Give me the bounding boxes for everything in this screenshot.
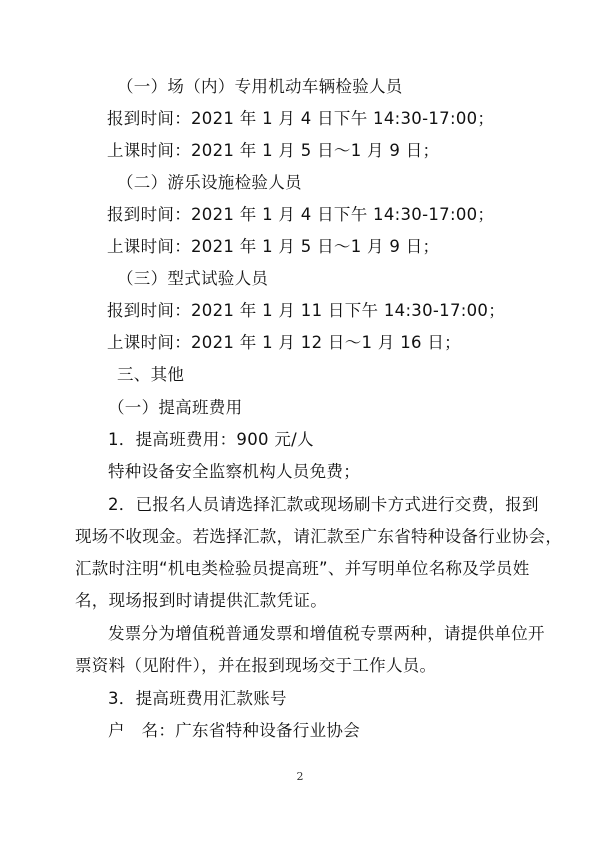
account-name: 户 名：广东省特种设备行业协会: [108, 721, 360, 740]
amusement-class-time: 上课时间：2021 年 1 月 5 日～1 月 9 日；: [107, 237, 440, 256]
payment-paragraph-line-1: 2．已报名人员请选择汇款或现场刷卡方式进行交费，报到: [108, 495, 539, 514]
fee-exemption: 特种设备安全监察机构人员免费；: [108, 462, 360, 481]
fee-subheading: （一）提高班费用: [108, 398, 243, 417]
type-test-registration-time: 报到时间：2021 年 1 月 11 日下午 14:30-17:00；: [107, 301, 506, 320]
payment-paragraph-line-4: 名，现场报到时请提供汇款凭证。: [75, 591, 327, 610]
payment-paragraph-line-2: 现场不收现金。若选择汇款，请汇款至广东省特种设备行业协会，: [75, 527, 563, 546]
vehicle-registration-time: 报到时间：2021 年 1 月 4 日下午 14:30-17:00；: [107, 109, 495, 128]
invoice-paragraph-line-2: 票资料（见附件），并在报到现场交于工作人员。: [75, 656, 437, 675]
fee-amount: 1．提高班费用：900 元/人: [108, 430, 314, 449]
amusement-registration-time: 报到时间：2021 年 1 月 4 日下午 14:30-17:00；: [107, 205, 495, 224]
vehicle-class-time: 上课时间：2021 年 1 月 5 日～1 月 9 日；: [107, 141, 440, 160]
page-number: 2: [296, 770, 304, 783]
payment-paragraph-line-3: 汇款时注明“机电类检验员提高班”、并写明单位名称及学员姓: [75, 559, 530, 578]
section-amusement-inspectors-heading: （二）游乐设施检验人员: [117, 173, 302, 192]
account-subheading: 3．提高班费用汇款账号: [108, 689, 287, 708]
section-vehicle-inspectors-heading: （一）场（内）专用机动车辆检验人员: [117, 77, 403, 96]
invoice-paragraph-line-1: 发票分为增值税普通发票和增值税专票两种，请提供单位开: [108, 624, 545, 643]
type-test-class-time: 上课时间：2021 年 1 月 12 日～1 月 16 日；: [107, 333, 461, 352]
section-other-heading: 三、其他: [117, 365, 185, 384]
section-type-test-heading: （三）型式试验人员: [117, 269, 269, 288]
